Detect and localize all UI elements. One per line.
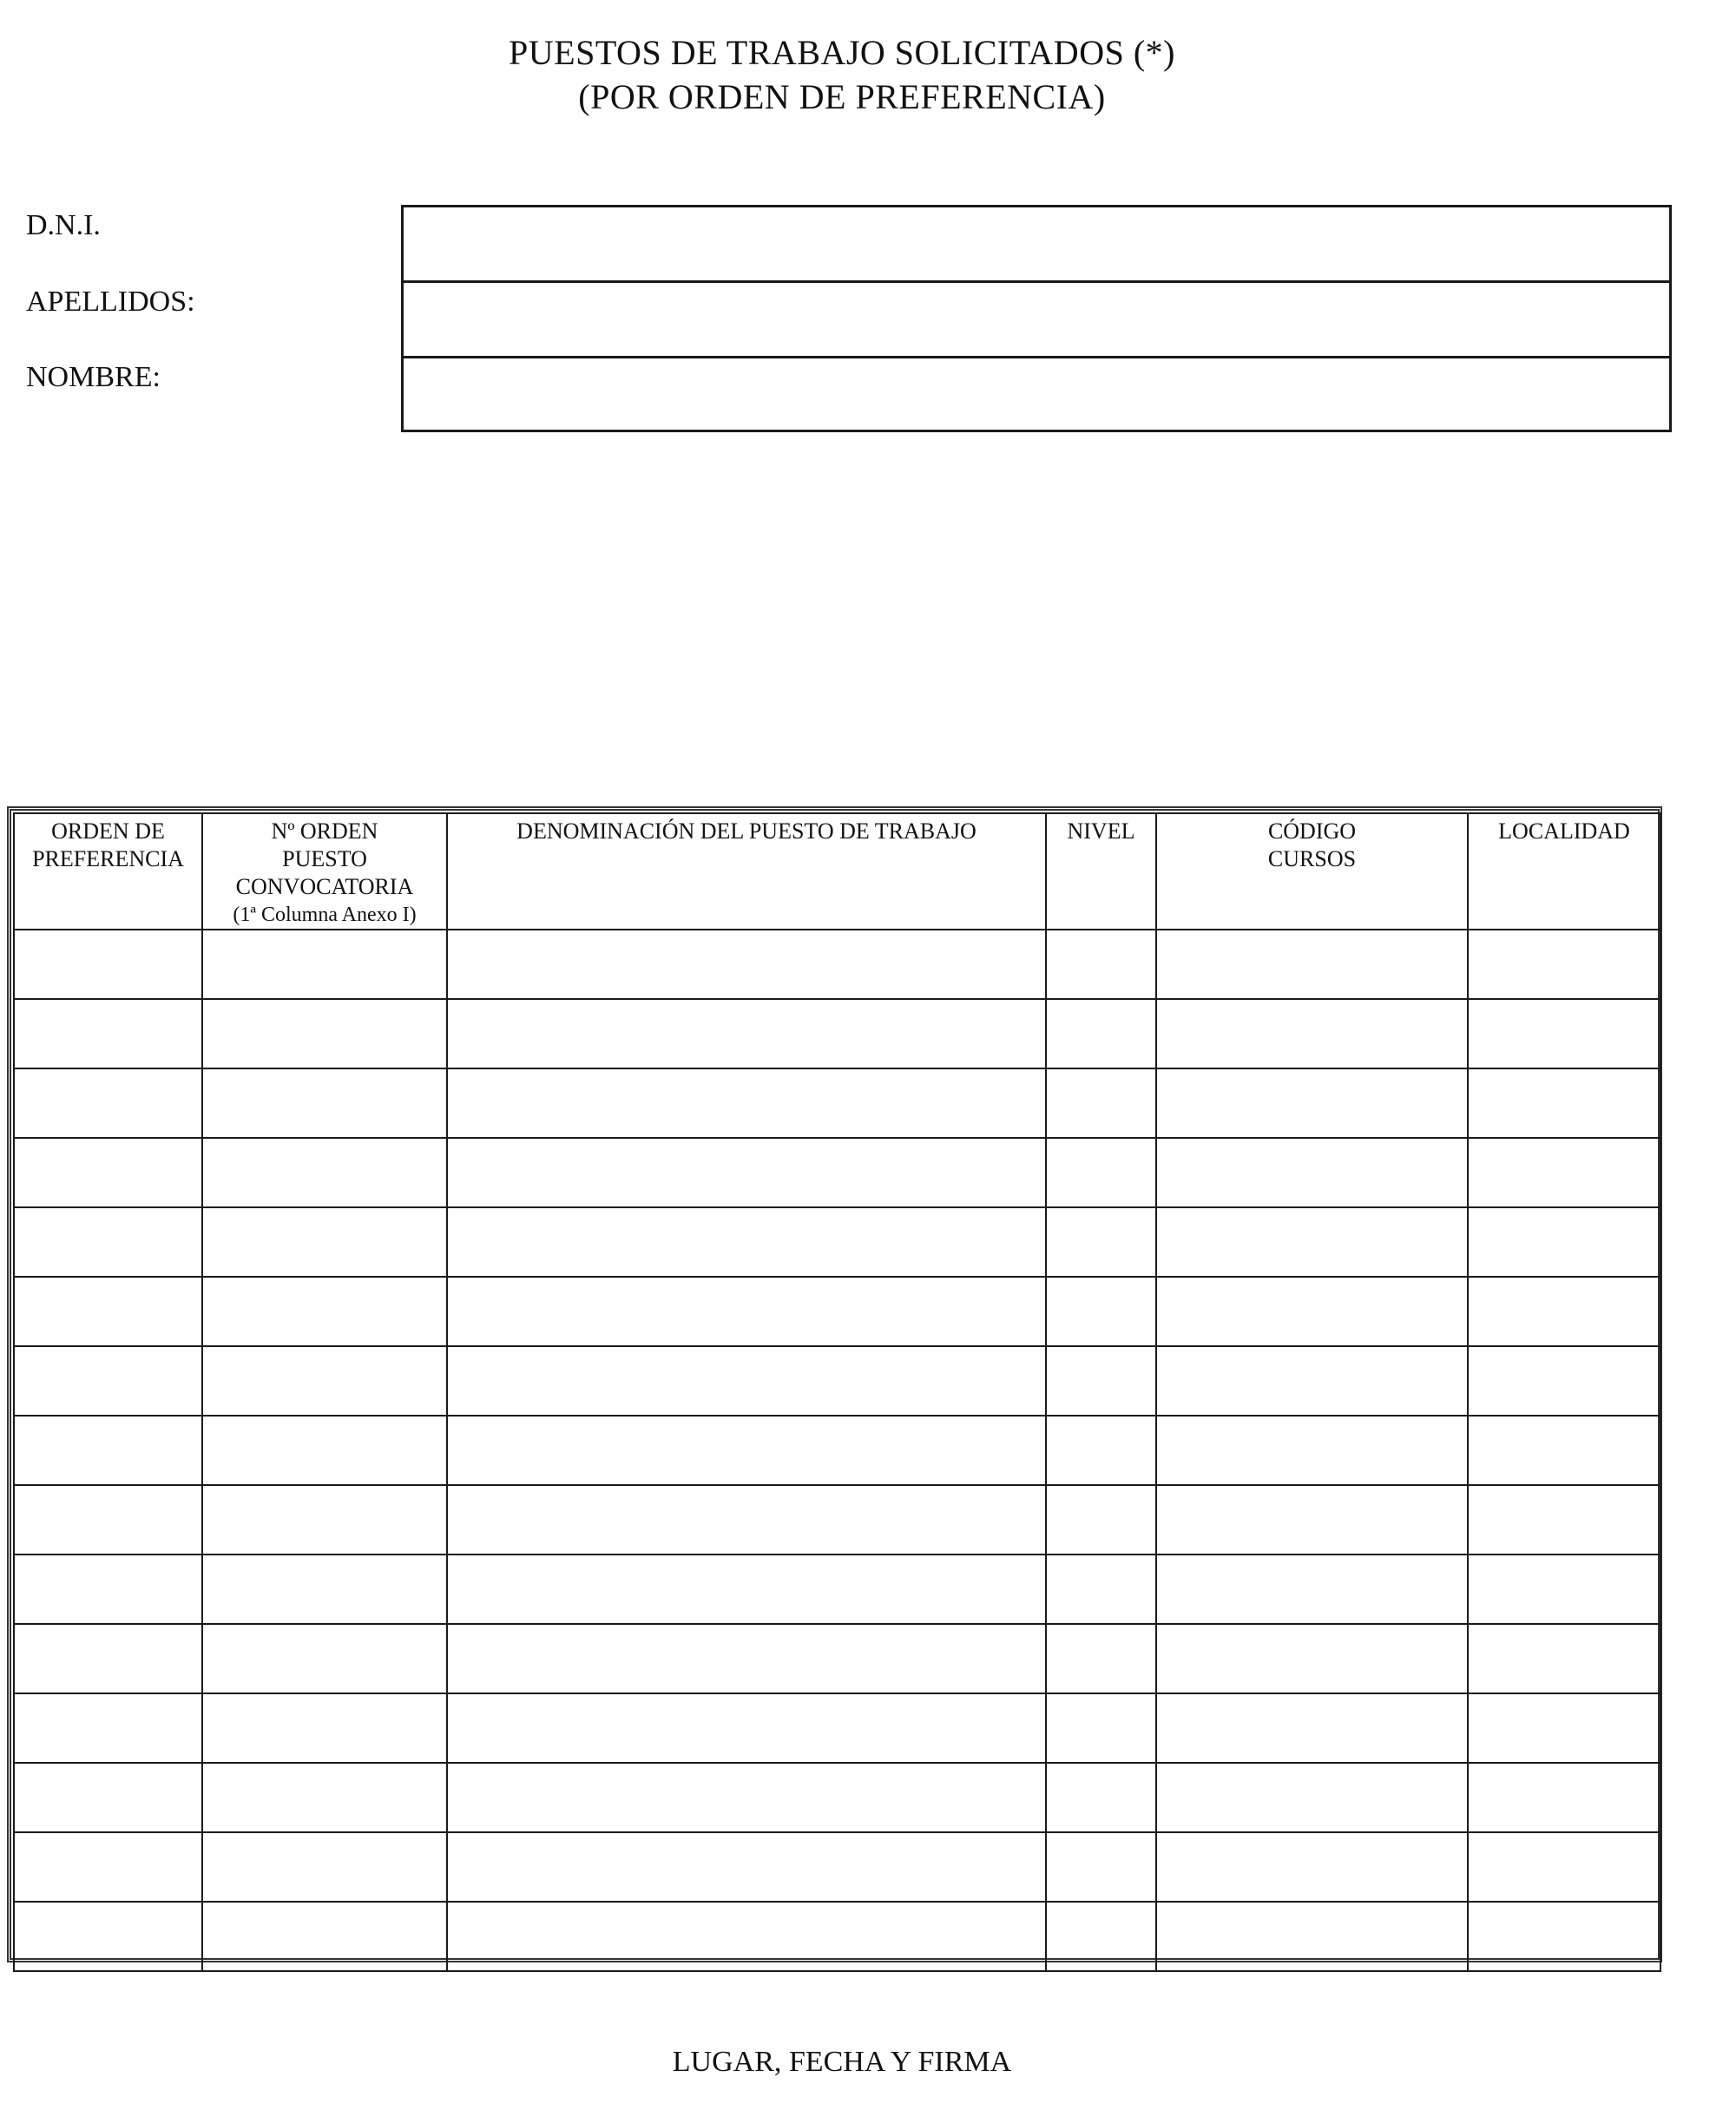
- cell-n-orden[interactable]: [202, 1346, 447, 1416]
- cell-codigo-cursos[interactable]: [1156, 1763, 1468, 1832]
- cell-localidad[interactable]: [1468, 1832, 1660, 1902]
- cell-codigo-cursos[interactable]: [1156, 1138, 1468, 1207]
- cell-orden-preferencia[interactable]: [14, 1138, 202, 1207]
- header-n-orden-line2: PUESTO: [282, 846, 367, 871]
- cell-codigo-cursos[interactable]: [1156, 1902, 1468, 1971]
- cell-orden-preferencia[interactable]: [14, 1693, 202, 1763]
- table-row: [14, 1207, 1660, 1277]
- cell-denominacion[interactable]: [447, 1485, 1046, 1555]
- cell-localidad[interactable]: [1468, 1555, 1660, 1624]
- table-row: [14, 1693, 1660, 1763]
- cell-orden-preferencia[interactable]: [14, 1555, 202, 1624]
- header-n-orden: [202, 813, 447, 930]
- cell-n-orden[interactable]: [202, 1763, 447, 1832]
- cell-nivel[interactable]: [1046, 1624, 1156, 1693]
- cell-orden-preferencia[interactable]: [14, 999, 202, 1068]
- cell-denominacion[interactable]: [447, 1693, 1046, 1763]
- cell-codigo-cursos[interactable]: [1156, 1207, 1468, 1277]
- cell-localidad[interactable]: [1468, 930, 1660, 999]
- cell-denominacion[interactable]: [447, 1207, 1046, 1277]
- cell-orden-preferencia[interactable]: [14, 1277, 202, 1346]
- cell-nivel[interactable]: [1046, 1693, 1156, 1763]
- table-row: [14, 999, 1660, 1068]
- cell-localidad[interactable]: [1468, 999, 1660, 1068]
- cell-nivel[interactable]: [1046, 1902, 1156, 1971]
- cell-nivel[interactable]: [1046, 1555, 1156, 1624]
- cell-n-orden[interactable]: [202, 1277, 447, 1346]
- cell-nivel[interactable]: [1046, 1207, 1156, 1277]
- cell-n-orden[interactable]: [202, 1138, 447, 1207]
- apellidos-field[interactable]: [404, 283, 1669, 358]
- table-row: [14, 1346, 1660, 1416]
- cell-orden-preferencia[interactable]: [14, 1624, 202, 1693]
- table-row: [14, 1624, 1660, 1693]
- header-n-orden-line1: Nº ORDEN: [271, 818, 378, 844]
- table-header-row: [14, 813, 1660, 930]
- cell-orden-preferencia[interactable]: [14, 1902, 202, 1971]
- header-localidad: [1468, 813, 1660, 930]
- cell-localidad[interactable]: [1468, 1416, 1660, 1485]
- cell-orden-preferencia[interactable]: [14, 1832, 202, 1902]
- cell-nivel[interactable]: [1046, 1416, 1156, 1485]
- cell-codigo-cursos[interactable]: [1156, 1277, 1468, 1346]
- cell-codigo-cursos[interactable]: [1156, 1555, 1468, 1624]
- cell-nivel[interactable]: [1046, 1277, 1156, 1346]
- identification-box: [401, 205, 1672, 432]
- cell-nivel[interactable]: [1046, 999, 1156, 1068]
- cell-localidad[interactable]: [1468, 1277, 1660, 1346]
- cell-localidad[interactable]: [1468, 1693, 1660, 1763]
- table-row: [14, 1902, 1660, 1971]
- cell-localidad[interactable]: [1468, 1902, 1660, 1971]
- cell-denominacion[interactable]: [447, 1555, 1046, 1624]
- cell-orden-preferencia[interactable]: [14, 1416, 202, 1485]
- cell-localidad[interactable]: [1468, 1485, 1660, 1555]
- cell-nivel[interactable]: [1046, 1068, 1156, 1138]
- cell-n-orden[interactable]: [202, 1207, 447, 1277]
- nombre-label: NOMBRE:: [26, 361, 161, 393]
- header-codigo-line2: CURSOS: [1267, 846, 1357, 871]
- cell-n-orden[interactable]: [202, 1555, 447, 1624]
- cell-orden-preferencia[interactable]: [14, 1068, 202, 1138]
- cell-denominacion[interactable]: [447, 1138, 1046, 1207]
- table-row: [14, 1277, 1660, 1346]
- cell-denominacion[interactable]: [447, 1346, 1046, 1416]
- cell-denominacion[interactable]: [447, 1624, 1046, 1693]
- cell-n-orden[interactable]: [202, 1693, 447, 1763]
- header-n-orden-line3: CONVOCATORIA: [235, 874, 414, 899]
- apellidos-label: APELLIDOS:: [26, 286, 195, 318]
- cell-codigo-cursos[interactable]: [1156, 930, 1468, 999]
- header-n-orden-note: (1ª Columna Anexo I): [233, 904, 417, 926]
- cell-n-orden[interactable]: [202, 1832, 447, 1902]
- cell-orden-preferencia[interactable]: [14, 1485, 202, 1555]
- header-nivel-label: NIVEL: [1067, 818, 1135, 844]
- preference-table: [13, 812, 1661, 1972]
- cell-codigo-cursos[interactable]: [1156, 1485, 1468, 1555]
- dni-field[interactable]: [404, 207, 1669, 283]
- cell-n-orden[interactable]: [202, 930, 447, 999]
- cell-denominacion[interactable]: [447, 1832, 1046, 1902]
- header-codigo-cursos: [1156, 813, 1468, 930]
- cell-orden-preferencia[interactable]: [14, 1207, 202, 1277]
- table-row: [14, 1068, 1660, 1138]
- cell-localidad[interactable]: [1468, 1068, 1660, 1138]
- cell-denominacion[interactable]: [447, 1277, 1046, 1346]
- table-row: [14, 1832, 1660, 1902]
- cell-denominacion[interactable]: [447, 1763, 1046, 1832]
- cell-nivel[interactable]: [1046, 930, 1156, 999]
- header-orden-preferencia-label: ORDEN DE PREFERENCIA: [32, 818, 184, 871]
- cell-nivel[interactable]: [1046, 1138, 1156, 1207]
- table-row: [14, 1555, 1660, 1624]
- cell-codigo-cursos[interactable]: [1156, 1693, 1468, 1763]
- cell-codigo-cursos[interactable]: [1156, 1346, 1468, 1416]
- cell-orden-preferencia[interactable]: [14, 1763, 202, 1832]
- preference-table-frame: [7, 806, 1662, 1962]
- form-title: PUESTOS DE TRABAJO SOLICITADOS (*): [509, 33, 1175, 72]
- cell-nivel[interactable]: [1046, 1346, 1156, 1416]
- cell-orden-preferencia[interactable]: [14, 930, 202, 999]
- cell-localidad[interactable]: [1468, 1138, 1660, 1207]
- cell-orden-preferencia[interactable]: [14, 1346, 202, 1416]
- form-subtitle: (POR ORDEN DE PREFERENCIA): [578, 77, 1106, 116]
- cell-n-orden[interactable]: [202, 999, 447, 1068]
- cell-denominacion[interactable]: [447, 930, 1046, 999]
- table-row: [14, 930, 1660, 999]
- cell-nivel[interactable]: [1046, 1763, 1156, 1832]
- table-row: [14, 1138, 1660, 1207]
- signature-label: LUGAR, FECHA Y FIRMA: [672, 2046, 1012, 2078]
- table-row: [14, 1763, 1660, 1832]
- cell-n-orden[interactable]: [202, 1416, 447, 1485]
- preference-table-body: [14, 930, 1660, 1971]
- cell-nivel[interactable]: [1046, 1832, 1156, 1902]
- header-nivel: [1046, 813, 1156, 930]
- header-codigo-line1: CÓDIGO: [1267, 818, 1357, 844]
- cell-n-orden[interactable]: [202, 1624, 447, 1693]
- header-localidad-label: LOCALIDAD: [1498, 818, 1630, 844]
- nombre-field[interactable]: [404, 358, 1669, 430]
- header-orden-preferencia: [14, 813, 202, 930]
- header-denominacion-label: DENOMINACIÓN DEL PUESTO DE TRABAJO: [516, 818, 976, 844]
- cell-codigo-cursos[interactable]: [1156, 1832, 1468, 1902]
- cell-localidad[interactable]: [1468, 1763, 1660, 1832]
- cell-n-orden[interactable]: [202, 1902, 447, 1971]
- cell-denominacion[interactable]: [447, 1068, 1046, 1138]
- cell-n-orden[interactable]: [202, 1068, 447, 1138]
- cell-localidad[interactable]: [1468, 1346, 1660, 1416]
- cell-n-orden[interactable]: [202, 1485, 447, 1555]
- cell-codigo-cursos[interactable]: [1156, 1624, 1468, 1693]
- cell-denominacion[interactable]: [447, 999, 1046, 1068]
- table-row: [14, 1485, 1660, 1555]
- cell-localidad[interactable]: [1468, 1207, 1660, 1277]
- dni-label: D.N.I.: [26, 209, 101, 241]
- cell-localidad[interactable]: [1468, 1624, 1660, 1693]
- cell-codigo-cursos[interactable]: [1156, 1416, 1468, 1485]
- cell-denominacion[interactable]: [447, 1416, 1046, 1485]
- cell-denominacion[interactable]: [447, 1902, 1046, 1971]
- cell-nivel[interactable]: [1046, 1485, 1156, 1555]
- cell-codigo-cursos[interactable]: [1156, 999, 1468, 1068]
- cell-codigo-cursos[interactable]: [1156, 1068, 1468, 1138]
- header-denominacion: [447, 813, 1046, 930]
- table-row: [14, 1416, 1660, 1485]
